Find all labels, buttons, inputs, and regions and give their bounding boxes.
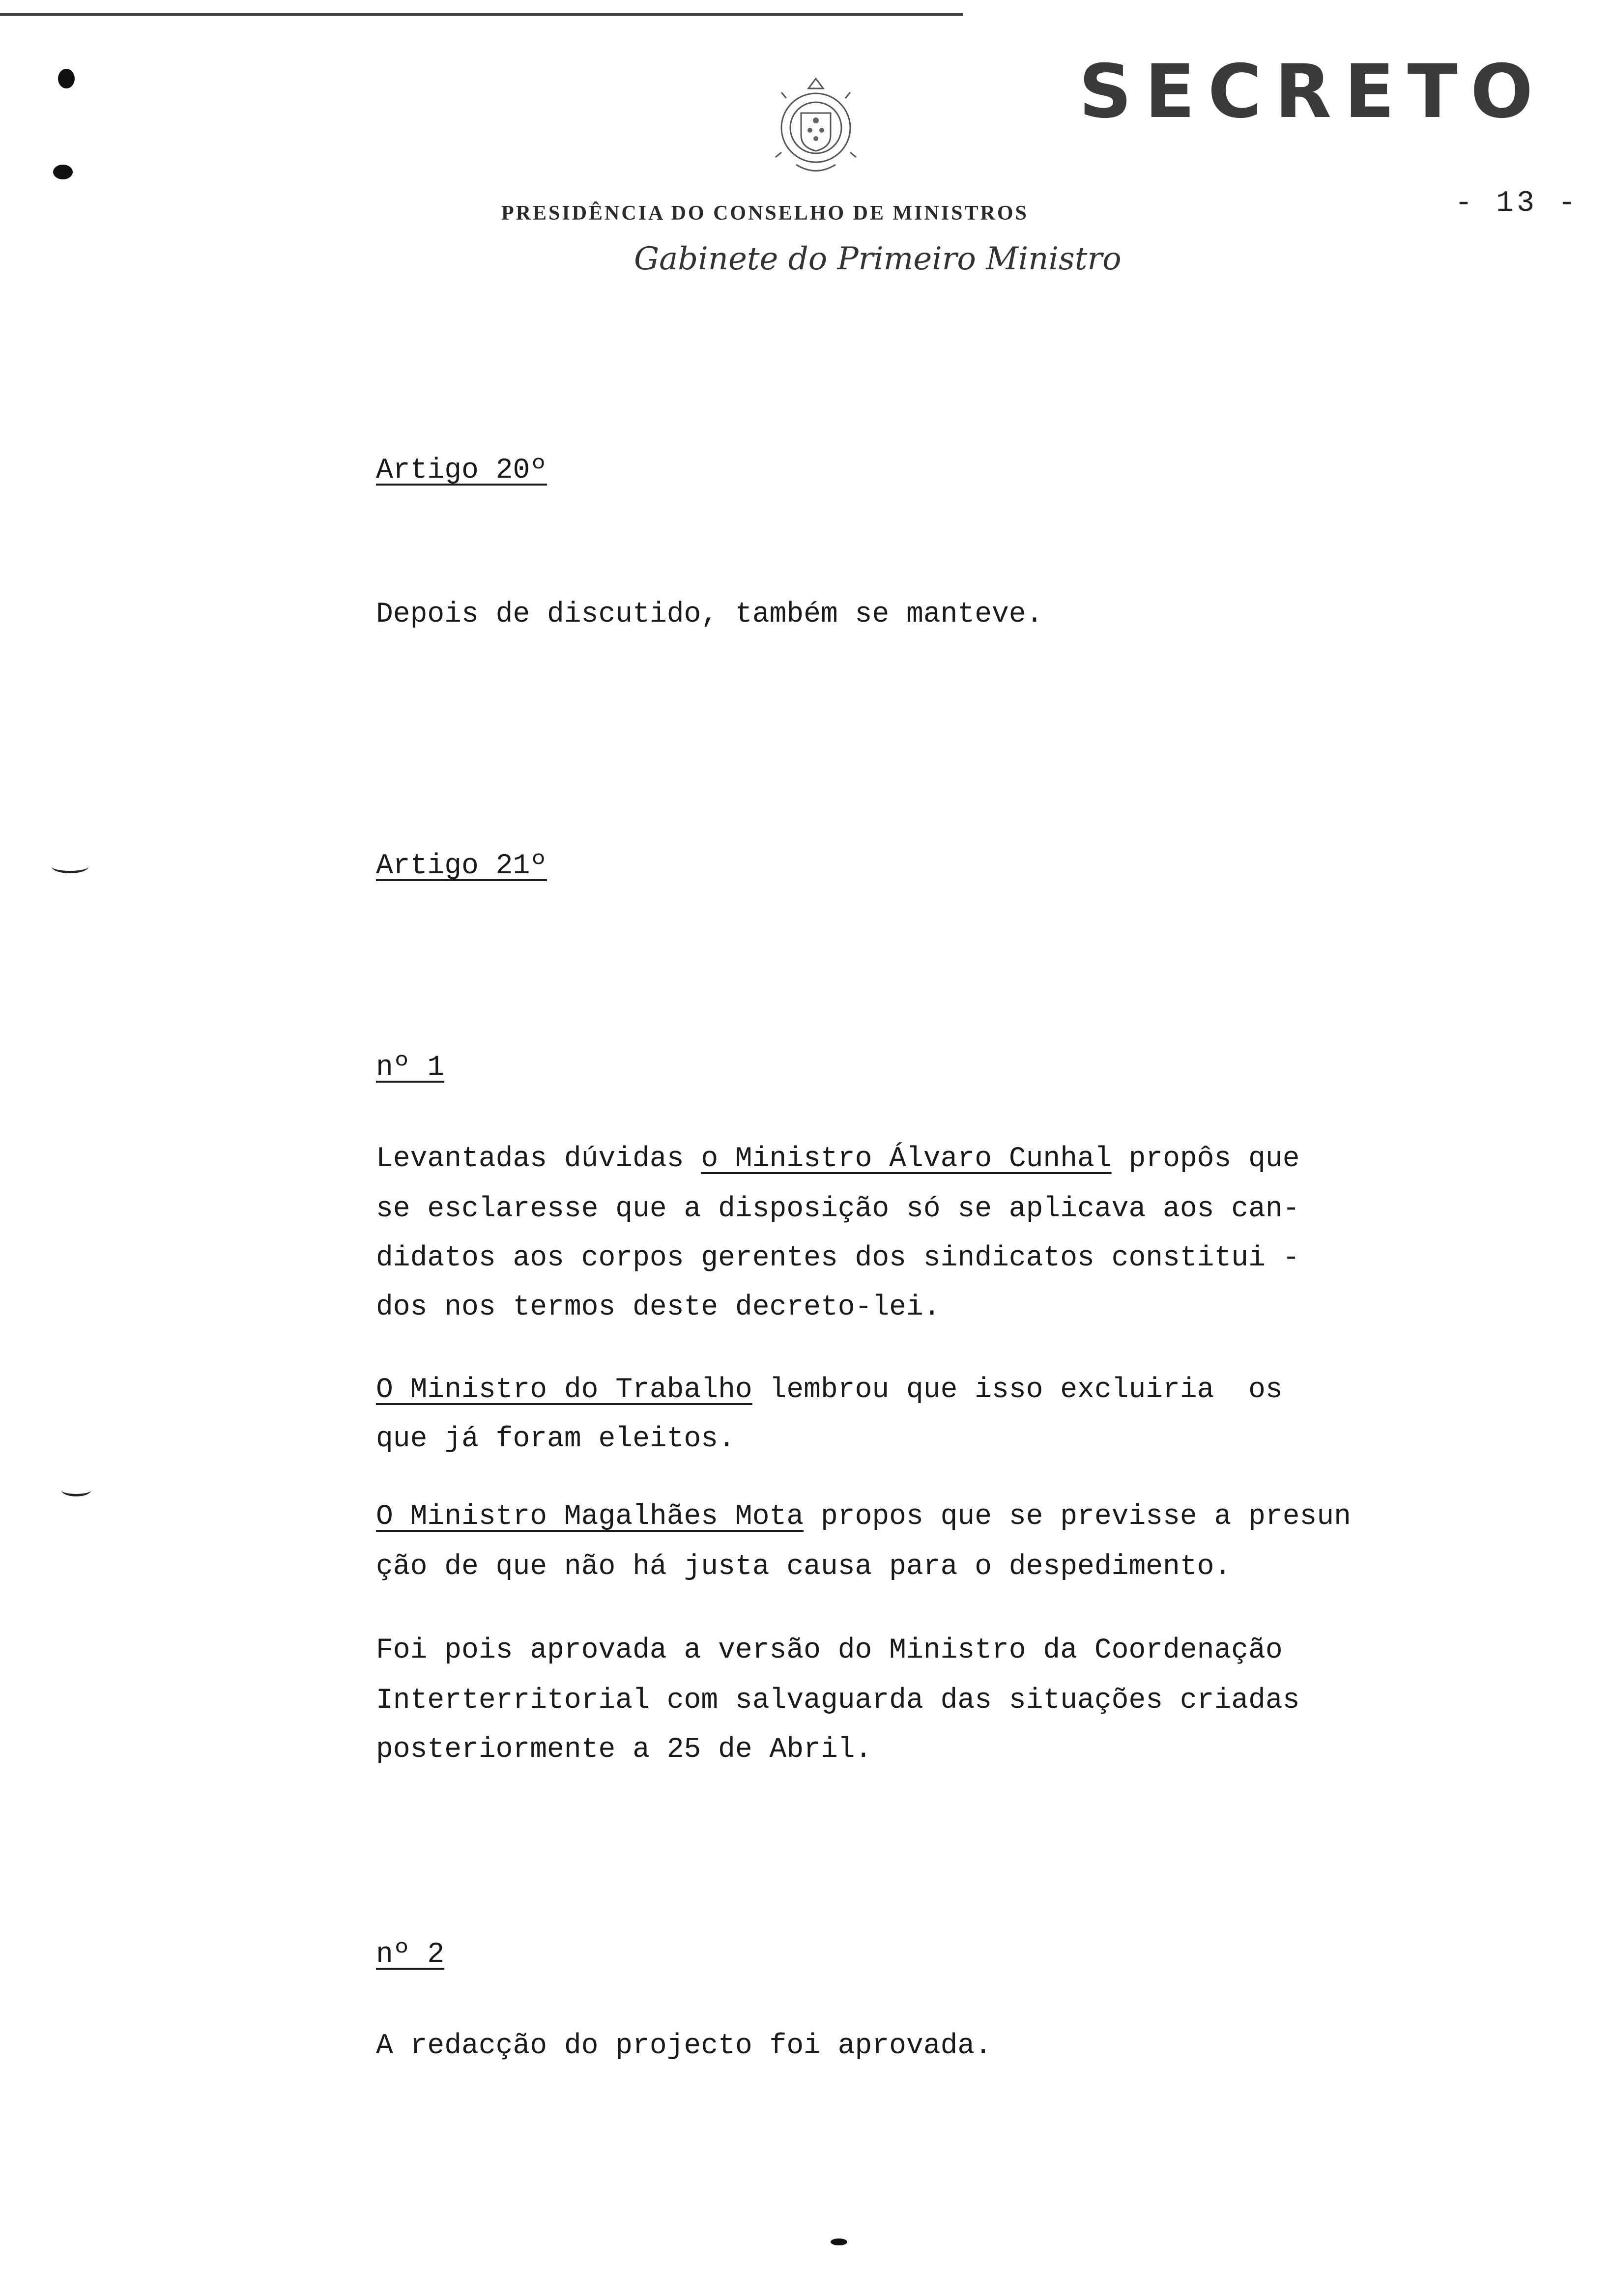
secret-stamp: SECRETO xyxy=(1079,49,1546,135)
n1-p3-line2: ção de que não há justa causa para o despedimento. xyxy=(376,1551,1232,1583)
n1-p1-line1: Levantadas dúvidas o Ministro Álvaro Cunhal propôs que xyxy=(376,1143,1300,1175)
top-rule xyxy=(0,13,963,16)
minister-trabalho-name: O Ministro do Trabalho xyxy=(376,1374,752,1406)
minister-cunhal-name: o Ministro Álvaro Cunhal xyxy=(701,1143,1112,1175)
binder-arc-mark xyxy=(61,1484,91,1496)
n2-heading: nº 2 xyxy=(376,1939,445,1971)
n1-p4-line2: Interterritorial com salvaguarda das situações criadas xyxy=(376,1685,1300,1717)
article-20-heading: Artigo 20º xyxy=(376,455,547,487)
coat-of-arms-seal xyxy=(767,69,865,182)
article-21-heading: Artigo 21º xyxy=(376,850,547,882)
n1-p4-line1: Foi pois aprovada a versão do Ministro da Coordenação xyxy=(376,1635,1283,1666)
cabinet-subtitle: Gabinete do Primeiro Ministro xyxy=(634,241,1122,277)
office-letterhead: PRESIDÊNCIA DO CONSELHO DE MINISTROS xyxy=(501,202,1029,225)
binder-hole-mark xyxy=(58,69,75,88)
page-number: - 13 - xyxy=(1455,187,1579,220)
n1-p3-line1: O Ministro Magalhães Mota propos que se previsse a presun xyxy=(376,1501,1351,1533)
binder-hole-mark xyxy=(53,165,73,179)
article-20-text: Depois de discutido, também se manteve. xyxy=(376,599,1043,631)
binder-arc-mark xyxy=(52,860,88,873)
n2-text: A redacção do projecto foi aprovada. xyxy=(376,2030,992,2062)
n1-p1-line2: se esclaresse que a disposição só se aplicava aos can- xyxy=(376,1193,1300,1225)
n1-p2-line2: que já foram eleitos. xyxy=(376,1423,735,1455)
n1-p1-line3: didatos aos corpos gerentes dos sindicatos constitui - xyxy=(376,1242,1300,1274)
n1-p2-line1: O Ministro do Trabalho lembrou que isso excluiria os xyxy=(376,1374,1283,1406)
n1-heading: nº 1 xyxy=(376,1052,445,1084)
minister-magalhaes-name: O Ministro Magalhães Mota xyxy=(376,1501,804,1533)
n1-p4-line3: posteriormente a 25 de Abril. xyxy=(376,1734,872,1766)
scan-speck xyxy=(831,2239,847,2245)
n1-p1-line4: dos nos termos deste decreto-lei. xyxy=(376,1292,941,1323)
